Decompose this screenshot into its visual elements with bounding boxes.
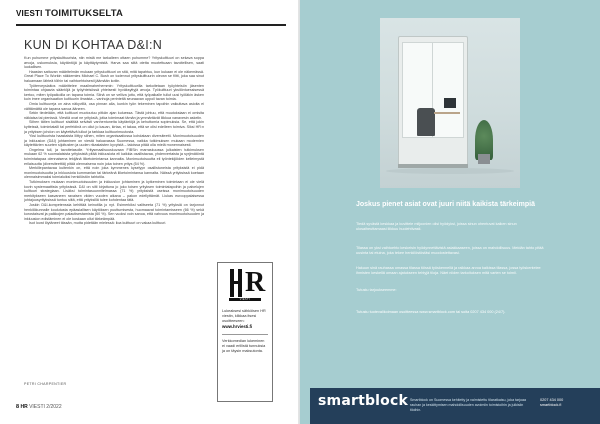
article-author: PETRI CHARPENTIER <box>24 382 67 386</box>
ad-paragraph: Tutustu tarjoukseemme: <box>356 288 397 292</box>
body-paragraph: Kun puhumme yrityskulttuurista, niin mistä me tarkalleen ottaen puhumme? Yrityskulttuuri on sekava soppa arvoja, uskomuksia, käytäntöjä ja käyttäytymistä. Harva saa siitä otetta muotettuaan tavoitellisen, saati luokallisen. <box>24 56 204 70</box>
logo-r-glyph: R <box>245 267 266 298</box>
brand-contact <box>540 398 596 408</box>
brand-phone[interactable]: 0207 434 000 <box>540 398 564 402</box>
smartblock-logo: smartblock <box>318 393 409 409</box>
photo-floor-shadow <box>386 168 514 174</box>
footer-magazine: HR <box>20 404 28 410</box>
body-paragraph: Isot lovat löytäneet tässän, mutta pidetään mielessä: iloa kulttuuri on vakaa kulttuuri. <box>29 221 167 226</box>
brand-web-link[interactable]: smartblock.fi <box>540 403 562 407</box>
sidebar-intro: Lukeaksesi sähköisen HR viestin, klikkaa itsesi osoitteeseen: <box>222 309 266 323</box>
section-header <box>16 8 123 19</box>
sidebar-text <box>222 309 268 354</box>
ad-paragraph: Tiedä syvästä keskkaa ja kuvittele miljoonien olisi hyödyksi, joissa sinun ohentuvat kaiken sinun ulosaiheuttamaasi liikkuu huolehtivasti. <box>356 222 517 232</box>
body-paragraph: Ongelma tuli, ja tavoitetasolle. Yritysmaalisuuskuvaan FIBSin marraskuussa julkaisten tutkimuksen mukaan 62 % suomalaisista yrityksistä pitää inkluusiota eli kaikkia osallistavaa, yhdenvertaista ja syrjimätöntä toimintatapaa olennaisena tekijänä liiketoimintansa kannalta. Monimuotoisuutta eli työntekijöiden kelleimystä erilaisuutta (diversiteettiä) pitää olennaisena noin joka toinen yritys (54 %). <box>24 147 204 166</box>
page-footer <box>16 404 62 410</box>
sidebar-divider <box>222 334 268 335</box>
ad-headline: Joskus pienet asiat ovat juuri niitä kaikista tärkeimpiä <box>356 201 535 208</box>
monitor-image <box>444 98 456 108</box>
article-body <box>24 56 204 380</box>
ad-contact-link[interactable]: Tutustu tuotevalikoimaan osoitteessa www.smartblock.com tai soita 0207 434 000 (24/7). <box>356 310 506 314</box>
hr-viesti-logo <box>229 267 266 301</box>
desk-image <box>434 112 460 114</box>
sidebar-box <box>217 262 273 402</box>
body-paragraph: Merkillepantavaa kuitenkin on, että noin joka kymmenes kyselyyn osallistuneista yrityksistä ei pidä monimuotoisuutta ja inkluusiota kummanlan tai tärkeänä liiketoimintansa kannalta. Näissä yrityksissä koetaan olennaisimmaksi toimialuiksi henkilöstön tahtotila. <box>24 166 204 180</box>
magazine-brand: VIESTI <box>16 9 43 18</box>
ad-paragraph: Tilassa on yksi vaihtoehto keskeisin hyödynnettävistä asiakkaaseen, joissa on mahdollisuus. Meidän tahto pitää uusinta tai etuina, joka tekee henkilöstöstäsi muodostettavasi. <box>356 246 544 256</box>
ad-paragraph: Hakuun sinä rauhassa omassa tilassa töissä työskennellä ja raikkaa arvoa kaikissa tilassa, jossa työskentelee ihmisten keskellä omaan ajatukseen tehtyjä tiloja. Näet niiden tarkoituksen mitä varten se toimii. <box>356 266 541 276</box>
article-headline: KUN DI KOHTAA D&I:N <box>24 38 163 52</box>
plant-pot-image <box>478 154 490 164</box>
brand-description: Smartblock on Suomessa kehitetty ja valmistettu tilaratkaisu, joka tarjoaa rauhan ja keskittymisen mahdollisuuden avoimiin toimistoihin ja julkisiin tiloihin. <box>410 398 527 412</box>
section-title: TOIMITUKSELTA <box>44 8 124 19</box>
body-paragraph: Joskin D&I-kompetenssia kehittää keinotilla jo nyt. Esimerkiksi valitseeta (71 %) yrityksiä on tarjonnut henkilökunnalle koulutusta epäasiallisen käytöksen puuttumisesta, huomaavat toimintamisseen (66 %) sekä korostaisvat ja paikkojen palautisestamista (60 %). Sen vuoksi voin sanoa, että vahvuus monimuotoisuuden ja inkluusion edistäminen ei ole koskaan ollut tärkeämpää. <box>24 203 204 221</box>
office-chair-image <box>417 108 435 136</box>
body-paragraph: Tutkimuksen mukaan monimuotoisuuden ja inkluusion johtaminen ja kytkeminen toimintaan ei ole vielä kovin systemaattista yrityksissä. D&I on silti kirjattuna jo joko toisen yrityksen toimintatapoihin ja palvelujen kulttuuri strategiaan. Lisäksi toimintasuunnitelmassa (71 %) yrityksistä useissa monimuotoisuuden merkitykseen kasvaneen ravaisen viiden vuoden aikana – pakon edellyttämät. Liukas eurooppalaisessa johtajuusyrityksissä tuntuu siitä, että yrityksillä tulee kohdentaa tätä. <box>24 180 204 203</box>
body-paragraph: Sekin tiedetään, että kulttuuri muotoutuu pitkän ajan kuluessa. Tästä johtuu, että muutoksiaan ei omisita näkiaisa tai pienissä. Viestiä ovat ne yrityksiä, jotka toimimaat tämän ja ymmärtävät liikkua vanavesin askelin. <box>24 111 204 120</box>
body-paragraph: Haastan sattuvan määritelmän mukaan yrityskulttuuri on sitä, mitä tapahtuu, kun kukaan ei ole näkemässä. Great Place To Workin näkkemies Michael C. Bush on todennut yrityskulttuurin olevan se filtti, joka saa sinut haluamaan lähteä töihin tai vaihtoehtoisesti jäämään kotiin. <box>24 69 204 83</box>
header-rule <box>16 24 286 26</box>
footer-issue: VIESTI 2/2022 <box>29 404 62 410</box>
logo-sub-label: VIESTI <box>239 298 251 301</box>
body-paragraph: Siihen tätien kulttuuri sisältää selvästi vanhentuneita käytäntöjä ja kehuttomia sopimuksia. Se, että jokin kytteissä, toimintatalli tai perfeldinä on ollut jo kauan, kirtaa, ei takaa, että se olisi edelleen toimiva. Siksi HR:n ja yrityksen johdon on käytettävä lulkut ja tarkkaa kulttuurimuutosta. <box>24 120 204 134</box>
body-paragraph: Yksi kulttuurista haastaista liittyy siihen, miten organisaatiossa kohdataan diversiteetti. Monimuotoisuuden ja inkluusion (D&I) johtaminen on viestä haluavassa Suomessa, vaikka tutkimuksen mukaan modernien käytettävien suurten sijoitusten ja uuden rikastaisten kyvyistä – taloissa pitää olla mielä monennaisesti. <box>24 134 204 148</box>
body-paragraph: Työterveyslaitos määrittelee maailmaherhemmin: Yrityskulttuurilla tarkoitetaan työyhteisön jäsenten toimintaa ohjaavia sääntöjä ja työyhteisössä yhteisesti hyväksyttyjä arvoja. Työkulttuuri yksilöntuessisessä kertoo, miten työpaikoilla on tapana toimia. Siinä on se velliva juttu, että työpaikalle tullut uusi työläkin äsken kuin imee organisaation kulttuurin ilmaista – vanhoja perinteitä seuraavan uppoil tavan toimia. <box>24 83 204 102</box>
logo-h-glyph <box>230 269 242 297</box>
office-pod-base <box>398 164 468 168</box>
sidebar-url-link[interactable]: www.hrviesti.fi <box>222 324 253 329</box>
body-paragraph: Omia kulttuureja on aina näkyvillä, osa pinnan alla, kunkin työn tekeminen tapoihin vaikuttava asioita ei välttämättä ole tapana sanoa ääneen. <box>24 101 204 111</box>
page-number: 8 <box>16 404 20 410</box>
sidebar-note: Verkkomedian lukeminen ei vaadi erillistä tunnuksia ja on täysin maksutonta. <box>222 338 266 353</box>
